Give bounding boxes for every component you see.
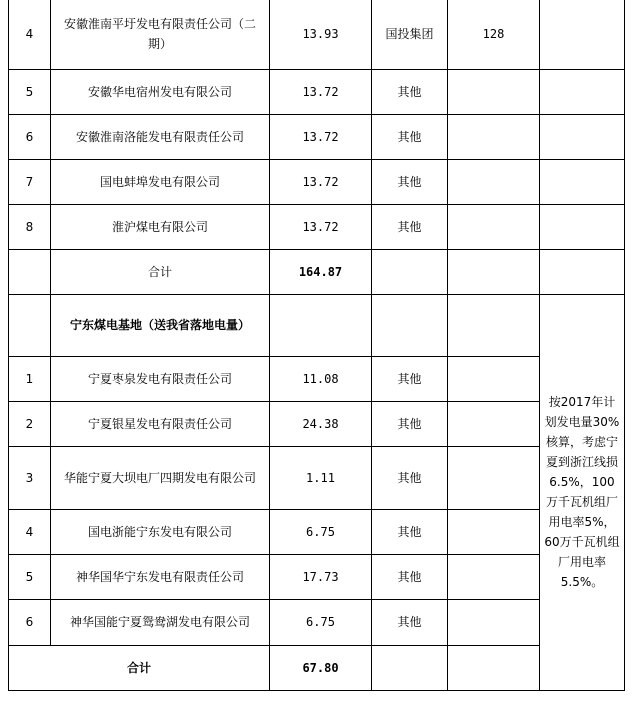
total-label: 合计 [9, 645, 270, 690]
row-number: 2 [9, 401, 51, 446]
capacity-value: 6.75 [270, 599, 372, 645]
remark-note: 按2017年计划发电量30%核算，考虑宁夏到浙江线损6.5%，100万千瓦机组厂用电率5%，60万千瓦机组厂用电率5.5%。 [540, 294, 625, 690]
remark-cell [540, 204, 625, 249]
extra-value [448, 401, 540, 446]
extra-value [448, 204, 540, 249]
extra-value [448, 599, 540, 645]
table-row [9, 204, 625, 249]
capacity-value: 13.72 [270, 69, 372, 114]
extra-value [448, 446, 540, 509]
empty-cell [540, 249, 625, 294]
group-name: 其他 [372, 401, 448, 446]
table-row [9, 114, 625, 159]
table-row [9, 554, 625, 599]
empty-cell [448, 294, 540, 356]
row-number: 5 [9, 69, 51, 114]
row-number: 8 [9, 204, 51, 249]
group-name: 国投集团 [372, 0, 448, 69]
section-title: 宁东煤电基地（送我省落地电量） [51, 294, 270, 356]
company-name: 神华国能宁夏鸳鸯湖发电有限公司 [51, 599, 270, 645]
row-number: 3 [9, 446, 51, 509]
extra-value [448, 159, 540, 204]
group-name: 其他 [372, 69, 448, 114]
table-row [9, 0, 625, 69]
extra-value [448, 554, 540, 599]
capacity-value: 13.72 [270, 204, 372, 249]
capacity-value: 13.72 [270, 114, 372, 159]
company-name: 安徽华电宿州发电有限公司 [51, 69, 270, 114]
group-name: 其他 [372, 446, 448, 509]
empty-cell [372, 294, 448, 356]
total-value: 67.80 [270, 645, 372, 690]
capacity-value: 13.72 [270, 159, 372, 204]
extra-value [448, 114, 540, 159]
group-name: 其他 [372, 159, 448, 204]
empty-cell [372, 249, 448, 294]
empty-cell [9, 249, 51, 294]
table-row [9, 599, 625, 645]
table-row [9, 159, 625, 204]
row-number: 4 [9, 509, 51, 554]
table-row [9, 69, 625, 114]
capacity-value: 13.93 [270, 0, 372, 69]
capacity-value: 17.73 [270, 554, 372, 599]
row-number: 6 [9, 114, 51, 159]
remark-cell [540, 0, 625, 69]
extra-value: 128 [448, 0, 540, 69]
company-name: 国电蚌埠发电有限公司 [51, 159, 270, 204]
extra-value [448, 356, 540, 401]
row-number: 4 [9, 0, 51, 69]
group-name: 其他 [372, 554, 448, 599]
company-name: 宁夏枣泉发电有限责任公司 [51, 356, 270, 401]
company-name: 神华国华宁东发电有限责任公司 [51, 554, 270, 599]
group-name: 其他 [372, 356, 448, 401]
company-name: 华能宁夏大坝电厂四期发电有限公司 [51, 446, 270, 509]
subtotal-row [9, 249, 625, 294]
power-plant-table [8, 0, 625, 691]
table-row [9, 401, 625, 446]
empty-cell [372, 645, 448, 690]
subtotal-value: 164.87 [270, 249, 372, 294]
extra-value [448, 69, 540, 114]
group-name: 其他 [372, 114, 448, 159]
table-row [9, 509, 625, 554]
empty-cell [9, 294, 51, 356]
company-name: 宁夏银星发电有限责任公司 [51, 401, 270, 446]
subtotal-label: 合计 [51, 249, 270, 294]
capacity-value: 11.08 [270, 356, 372, 401]
group-name: 其他 [372, 204, 448, 249]
empty-cell [448, 249, 540, 294]
capacity-value: 24.38 [270, 401, 372, 446]
total-row [9, 645, 625, 690]
capacity-value: 6.75 [270, 509, 372, 554]
company-name: 安徽淮南洛能发电有限责任公司 [51, 114, 270, 159]
section-header-row [9, 294, 625, 356]
company-name: 淮沪煤电有限公司 [51, 204, 270, 249]
row-number: 5 [9, 554, 51, 599]
table-row [9, 356, 625, 401]
company-name: 安徽淮南平圩发电有限责任公司（二期） [51, 0, 270, 69]
table-row [9, 446, 625, 509]
remark-cell [540, 114, 625, 159]
group-name: 其他 [372, 509, 448, 554]
remark-cell [540, 69, 625, 114]
capacity-value: 1.11 [270, 446, 372, 509]
group-name: 其他 [372, 599, 448, 645]
row-number: 7 [9, 159, 51, 204]
extra-value [448, 509, 540, 554]
empty-cell [448, 645, 540, 690]
row-number: 6 [9, 599, 51, 645]
empty-cell [270, 294, 372, 356]
company-name: 国电浙能宁东发电有限公司 [51, 509, 270, 554]
remark-cell [540, 159, 625, 204]
row-number: 1 [9, 356, 51, 401]
